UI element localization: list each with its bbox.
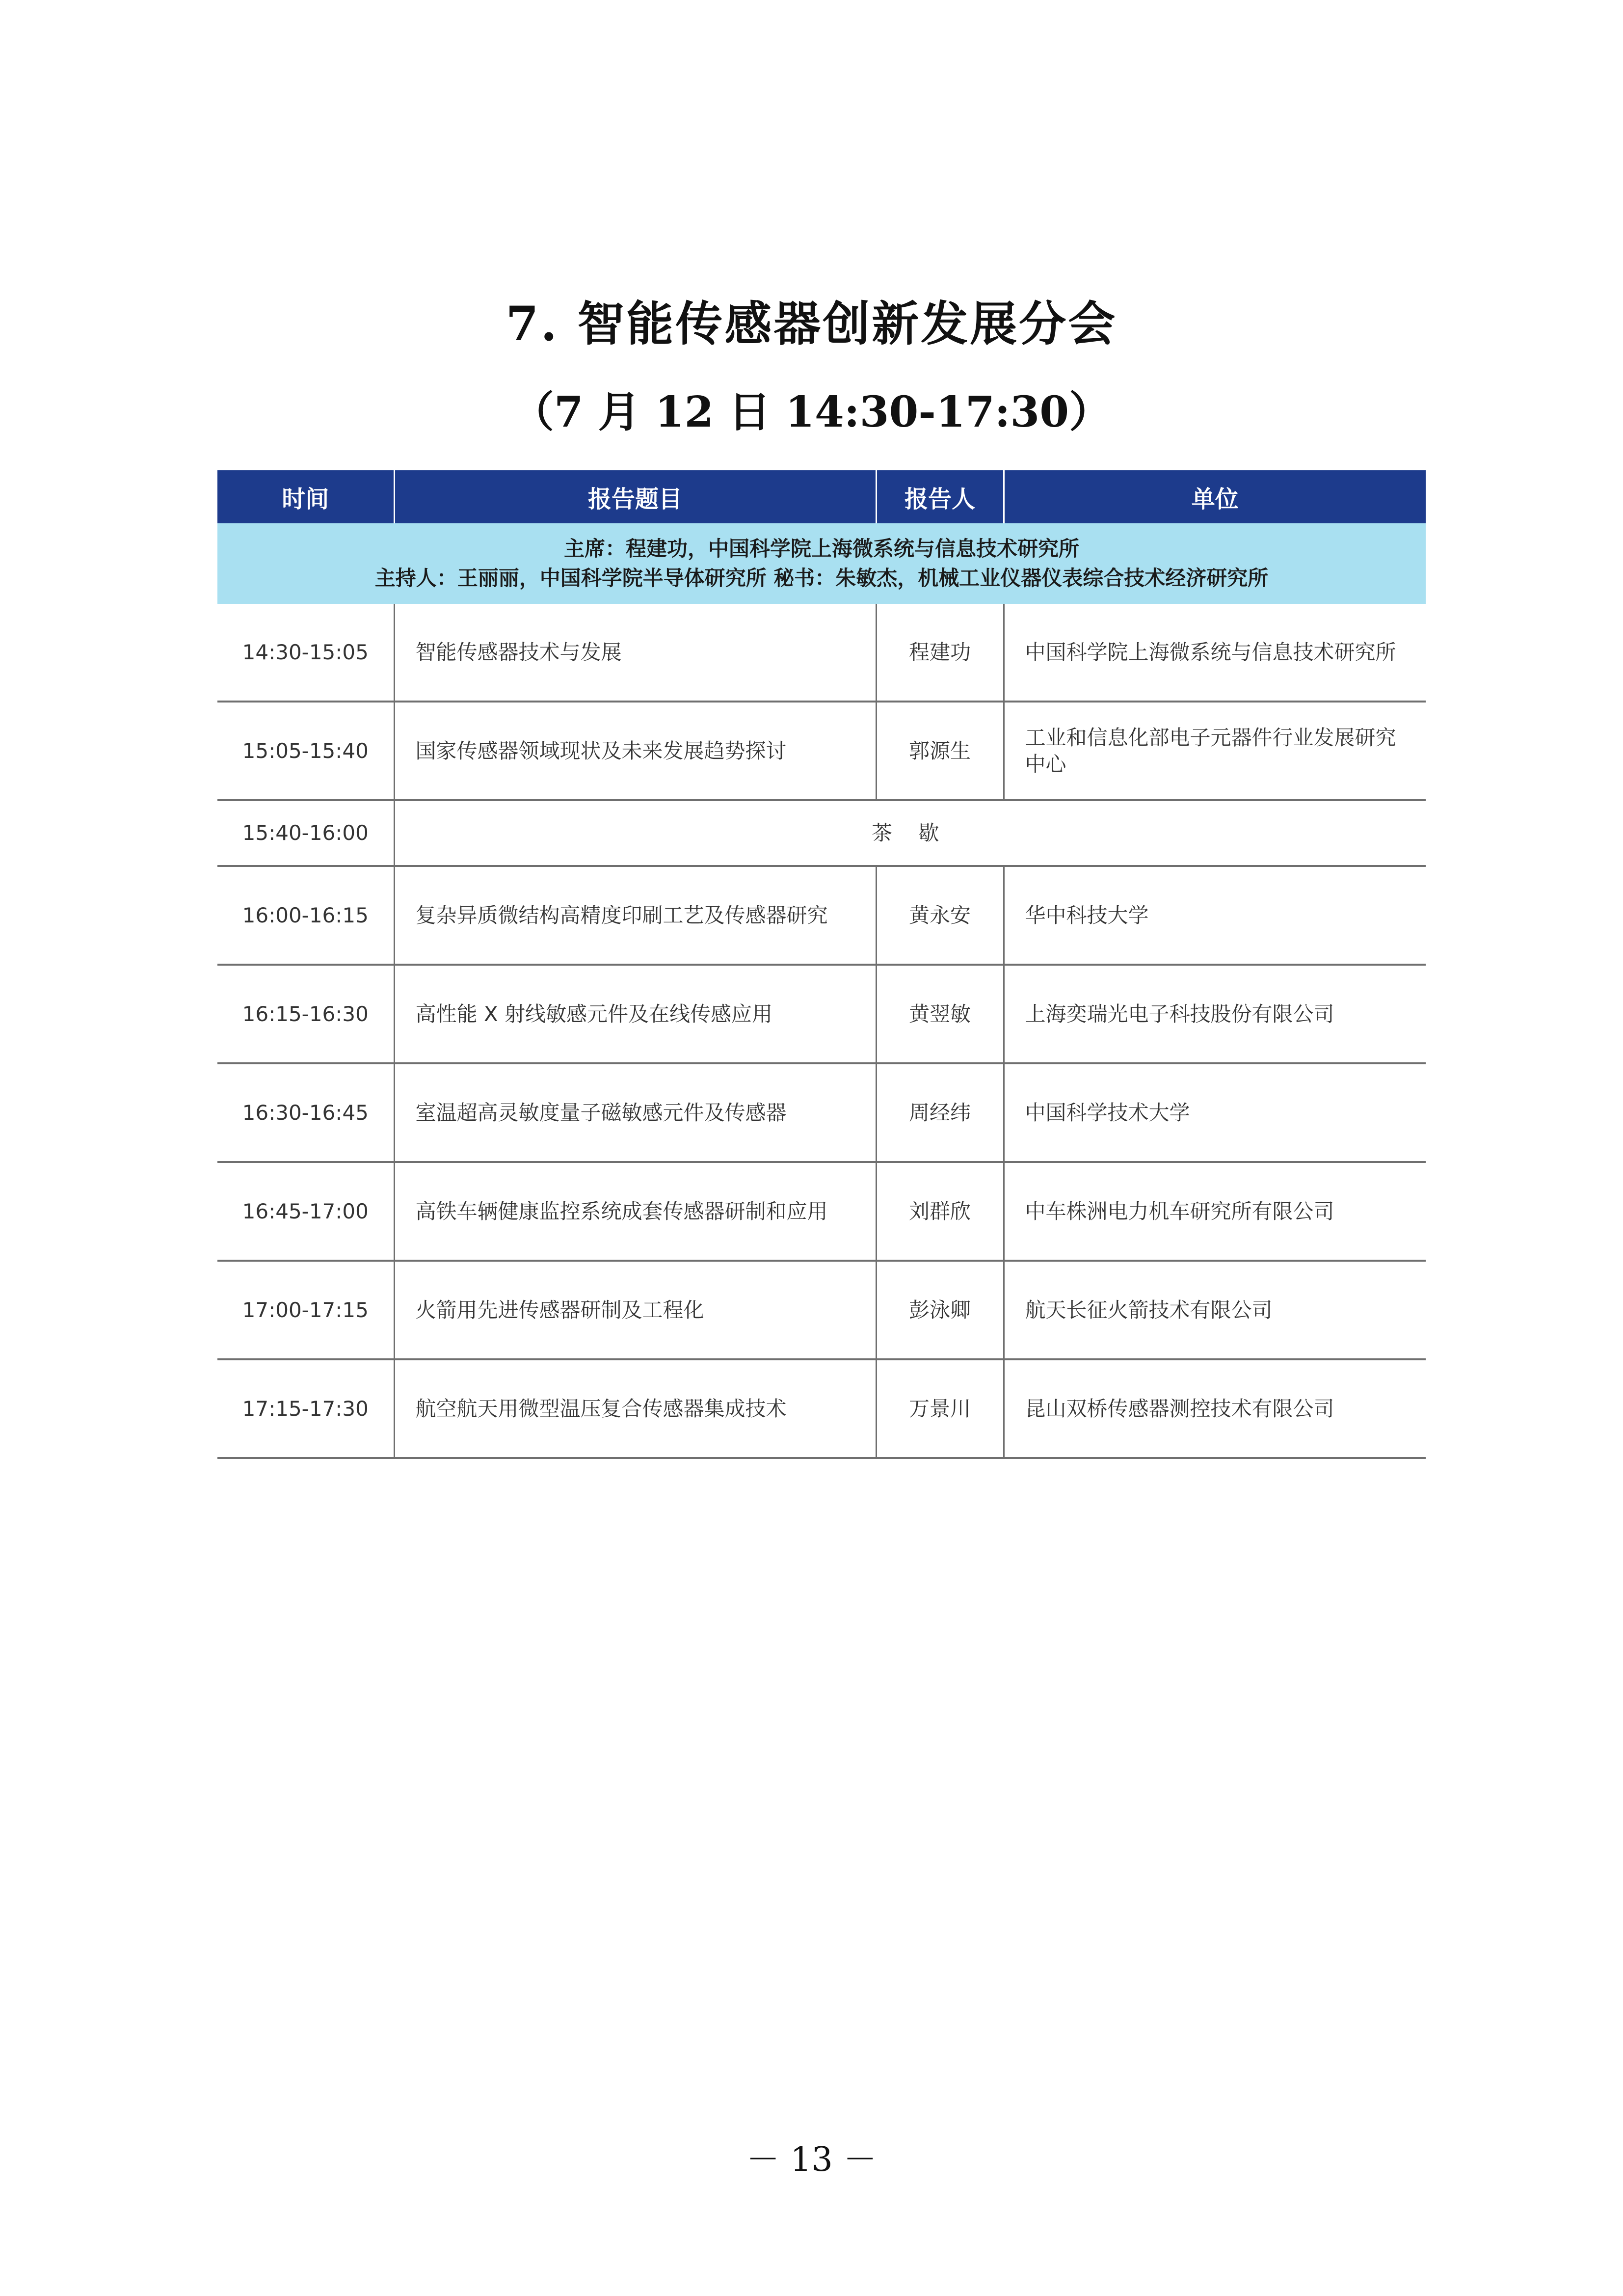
- time-cell: 16:45-17:00: [217, 1162, 394, 1261]
- unit-cell: 航天长征火箭技术有限公司: [1004, 1261, 1426, 1359]
- time-cell: 16:15-16:30: [217, 965, 394, 1063]
- time-cell: 16:00-16:15: [217, 866, 394, 965]
- topic-cell: 国家传感器领域现状及未来发展趋势探讨: [394, 702, 876, 800]
- topic-cell: 智能传感器技术与发展: [394, 604, 876, 702]
- speaker-cell: 郭源生: [876, 702, 1004, 800]
- speaker-cell: 彭泳卿: [876, 1261, 1004, 1359]
- table-row: [217, 604, 1426, 702]
- time-cell: 15:40-16:00: [217, 800, 394, 866]
- table-row: [217, 866, 1426, 965]
- header-speaker: 报告人: [876, 470, 1004, 523]
- unit-cell: 华中科技大学: [1004, 866, 1426, 965]
- topic-cell: 航空航天用微型温压复合传感器集成技术: [394, 1359, 876, 1458]
- tea-break-cell: 茶 歇: [394, 800, 1426, 866]
- break-row: [217, 800, 1426, 866]
- table-header-row: [217, 470, 1426, 523]
- time-cell: 15:05-15:40: [217, 702, 394, 800]
- table-row: [217, 1261, 1426, 1359]
- unit-cell: 中国科学院上海微系统与信息技术研究所: [1004, 604, 1426, 702]
- time-cell: 17:00-17:15: [217, 1261, 394, 1359]
- time-cell: 16:30-16:45: [217, 1063, 394, 1162]
- speaker-cell: 周经纬: [876, 1063, 1004, 1162]
- unit-cell: 工业和信息化部电子元器件行业发展研究中心: [1004, 702, 1426, 800]
- unit-cell: 中车株洲电力机车研究所有限公司: [1004, 1162, 1426, 1261]
- topic-cell: 火箭用先进传感器研制及工程化: [394, 1261, 876, 1359]
- unit-cell: 上海奕瑞光电子科技股份有限公司: [1004, 965, 1426, 1063]
- header-time: 时间: [217, 470, 394, 523]
- topic-cell: 高铁车辆健康监控系统成套传感器研制和应用: [394, 1162, 876, 1261]
- session-time: （7 月 12 日 14:30-17:30）: [511, 387, 1112, 437]
- time-cell: 14:30-15:05: [217, 604, 394, 702]
- speaker-cell: 刘群欣: [876, 1162, 1004, 1261]
- chair-info-cell: [217, 523, 1426, 604]
- table-row: [217, 1162, 1426, 1261]
- page-title: 7. 智能传感器创新发展分会: [506, 296, 1117, 351]
- schedule-table: [217, 470, 1426, 1459]
- table-row: [217, 1359, 1426, 1458]
- unit-cell: 昆山双桥传感器测控技术有限公司: [1004, 1359, 1426, 1458]
- topic-cell: 复杂异质微结构高精度印刷工艺及传感器研究: [394, 866, 876, 965]
- speaker-cell: 黄翌敏: [876, 965, 1004, 1063]
- topic-cell: 室温超高灵敏度量子磁敏感元件及传感器: [394, 1063, 876, 1162]
- header-unit: 单位: [1004, 470, 1426, 523]
- info-row: [217, 523, 1426, 604]
- speaker-cell: 黄永安: [876, 866, 1004, 965]
- topic-cell: 高性能 X 射线敏感元件及在线传感应用: [394, 965, 876, 1063]
- header-topic: 报告题目: [394, 470, 876, 523]
- chair-line: 主席：程建功，中国科学院上海微系统与信息技术研究所: [563, 537, 1079, 561]
- table-row: [217, 1063, 1426, 1162]
- page-number: － 13 －: [746, 2140, 877, 2179]
- host-secretary-line: 主持人：王丽丽，中国科学院半导体研究所 秘书：朱敏杰，机械工业仪器仪表综合技术经济研究所: [374, 566, 1269, 590]
- time-cell: 17:15-17:30: [217, 1359, 394, 1458]
- table-row: [217, 965, 1426, 1063]
- unit-cell: 中国科学技术大学: [1004, 1063, 1426, 1162]
- table-row: [217, 702, 1426, 800]
- speaker-cell: 程建功: [876, 604, 1004, 702]
- speaker-cell: 万景川: [876, 1359, 1004, 1458]
